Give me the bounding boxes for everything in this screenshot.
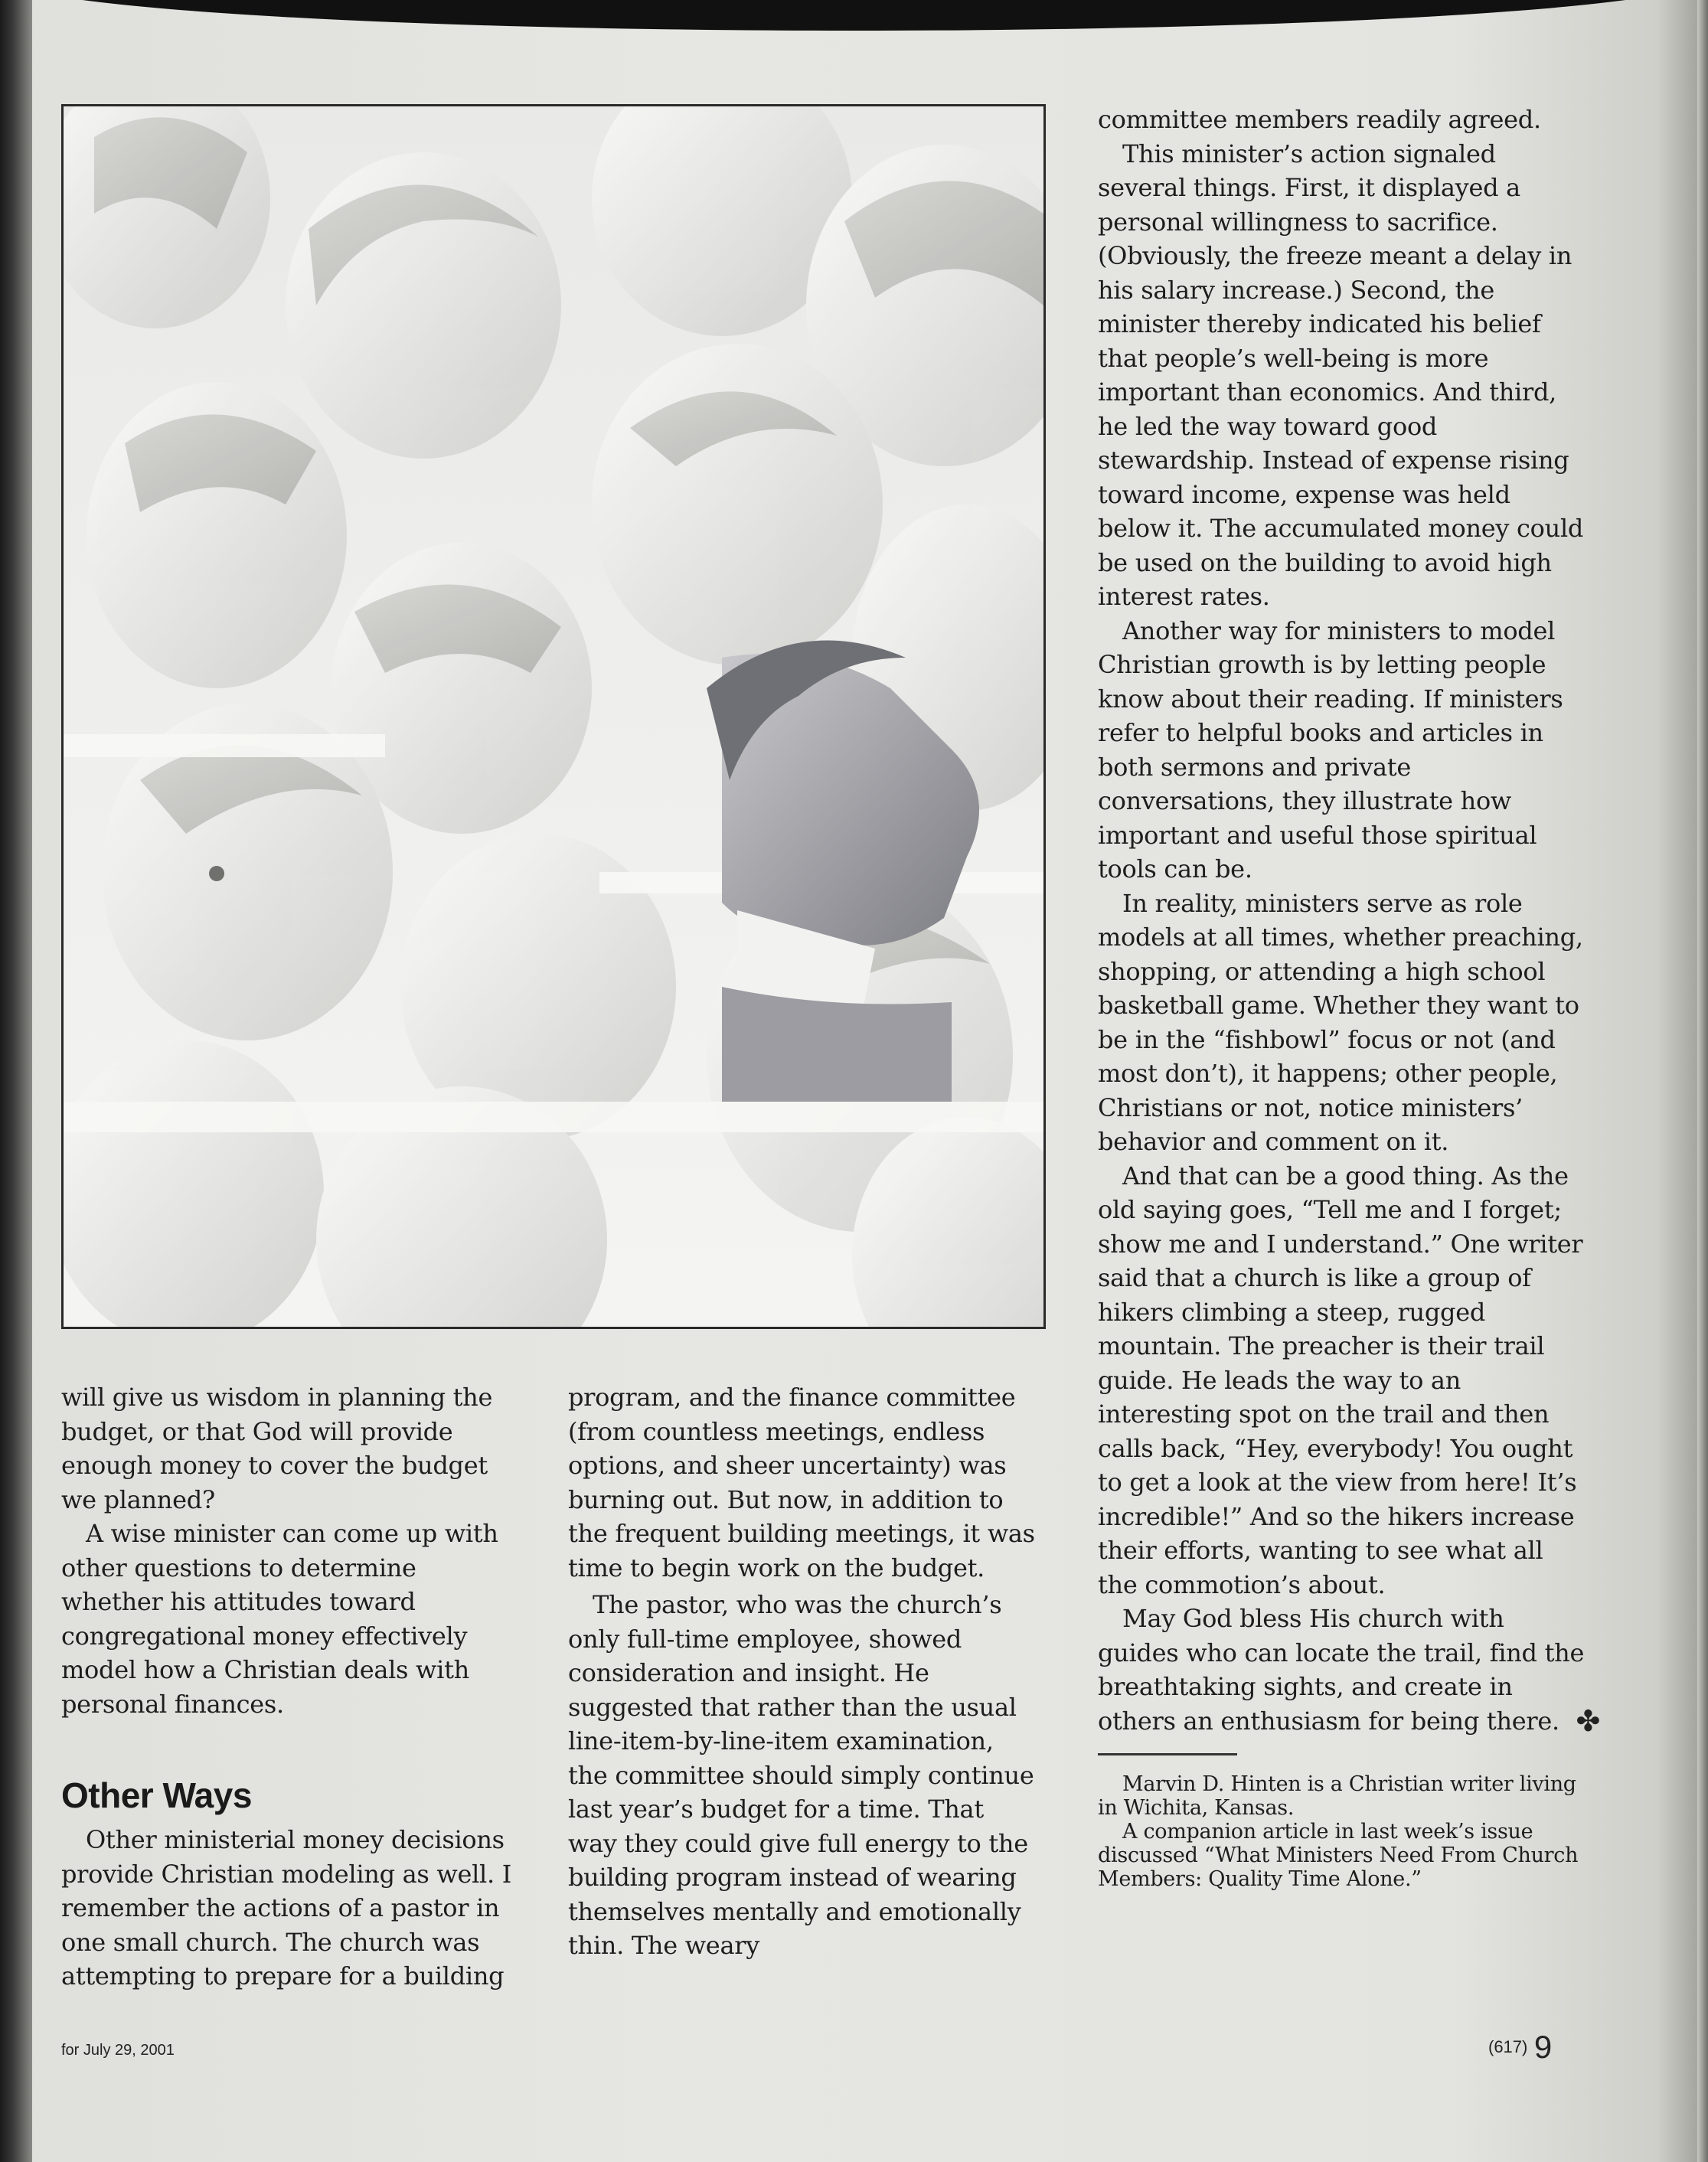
article-column-2 bbox=[568, 1380, 1035, 1963]
end-of-article-mark: ✤ bbox=[1576, 1704, 1600, 1738]
page-code: (617) bbox=[1488, 2037, 1528, 2056]
page-number: 9 bbox=[1533, 2029, 1553, 2065]
col3-paragraph-6: May God bless His church with guides who can locate the trail, find the breathtaking sights, and create in others an enthusiasm for being there. bbox=[1098, 1604, 1585, 1736]
col2-paragraph-1: program, and the finance committee (from countless meetings, endless options, and sheer uncertainty) was burning out. But now, in addition to the frequent building meetings, it was time to begin work on the budget. bbox=[568, 1383, 1035, 1582]
col3-paragraph-5: And that can be a good thing. As the old saying goes, “Tell me and I forget; show me and I understand.” One writer said that a church is like a group of hikers climbing a steep, rugged mountain. The preacher is their trail guide. He leads the way to an interesting spot on the trail and then calls back, “Hey, everybody! You ought to get a look at the view from here! It’s incredible!” And so the hikers increase their efforts, wanting to see what all the commotion’s about. bbox=[1098, 1161, 1583, 1599]
page-number-block bbox=[1488, 2029, 1552, 2066]
issue-date: for July 29, 2001 bbox=[61, 2042, 175, 2059]
crowd-illustration-art bbox=[64, 106, 1043, 1327]
section-heading: Other Ways bbox=[61, 1775, 252, 1815]
col3-paragraph-3: Another way for ministers to model Christian growth is by letting people know about their reading. If ministers refer to helpful books and articles in both sermons and private conversations, they illustrate how important and useful those spiritual tools can be. bbox=[1098, 616, 1563, 883]
col1-paragraph-2: A wise minister can come up with other questions to determine whether his attitudes toward congregational money effectively model how a Christian deals with personal finances. bbox=[61, 1519, 498, 1719]
col3-paragraph-1: committee members readily agreed. bbox=[1098, 105, 1541, 134]
col1-paragraph-1: will give us wisdom in planning the budget, or that God will provide enough money to cover the budget we planned? bbox=[61, 1383, 493, 1514]
col2-paragraph-2: The pastor, who was the church’s only full-time employee, showed consideration and insight. He suggested that rather than the usual line-item-by-line-item examination, the committee should simply continue last year’s budget for a time. That way they could give full energy to the building program instead of wearing themselves mentally and emotionally thin. The weary bbox=[568, 1590, 1034, 1960]
article-column-3 bbox=[1098, 103, 1600, 1891]
page-right-edge bbox=[1697, 0, 1708, 2162]
crowd-illustration bbox=[61, 104, 1046, 1329]
companion-article-note: A companion article in last week’s issue discussed “What Ministers Need From Church Members: Quality Time Alone.” bbox=[1098, 1820, 1579, 1891]
col3-paragraph-4: In reality, ministers serve as role models at all times, whether preaching, shopping, or attending a high school basketball game. Whether they want to be in the “fishbowl” focus or not (and most don’t), it happens; other people, Christians or not, notice ministers’ behavior and comment on it. bbox=[1098, 888, 1583, 1156]
author-bio: Marvin D. Hinten is a Christian writer living in Wichita, Kansas. bbox=[1098, 1772, 1576, 1820]
col1-paragraph-3: Other ministerial money decisions provide Christian modeling as well. I remember the actions of a pastor in one small church. The church was attempting to prepare for a building bbox=[61, 1825, 512, 1991]
page-top-shadow bbox=[0, 0, 1708, 31]
page-binding-shadow bbox=[0, 0, 32, 2162]
article-column-1 bbox=[61, 1380, 521, 1994]
bio-divider bbox=[1098, 1753, 1237, 1755]
col3-paragraph-2: This minister’s action signaled several things. First, it displayed a personal willingness to sacrifice. (Obviously, the freeze meant a delay in his salary increase.) Second, the minister thereby indicated his belief that people’s well-being is more important than economics. And third, he led the way toward good stewardship. Instead of expense rising toward income, expense was held below it. The accumulated money could be used on the building to avoid high interest rates. bbox=[1098, 139, 1584, 611]
